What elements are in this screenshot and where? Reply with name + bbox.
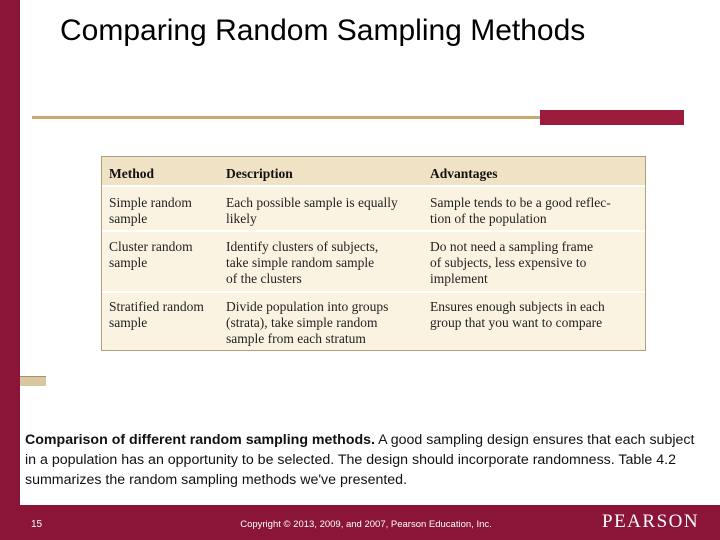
table-cell-description: Identify clusters of subjects, take simple random sample of the clusters [226, 239, 379, 286]
header-description: Description [226, 166, 293, 181]
title-rule-accent [540, 110, 684, 125]
sampling-methods-table [101, 156, 646, 351]
table-cell-description: Each possible sample is equally likely [226, 195, 398, 226]
row-divider [102, 185, 645, 187]
table-cell-method: Stratified random sample [109, 299, 204, 330]
header-advantages: Advantages [430, 166, 498, 181]
slide-caption [25, 430, 705, 490]
copyright-notice: Copyright © 2013, 2009, and 2007, Pearson Education, Inc. [240, 519, 492, 530]
page-number: 15 [31, 519, 43, 530]
title-rule [32, 116, 540, 119]
pearson-logo: PEARSON [602, 511, 700, 532]
table-cell-description: Divide population into groups (strata), take simple random sample from each stratum [226, 299, 389, 346]
table-cell-advantages: Ensures enough subjects in each group that you want to compare [430, 299, 605, 330]
header-method: Method [109, 166, 154, 181]
table-cell-advantages: Sample tends to be a good reflec- tion of the population [430, 195, 611, 226]
left-notch-decoration [20, 377, 46, 386]
row-divider [102, 291, 645, 293]
left-accent-bar [0, 0, 20, 540]
table-cell-method: Simple random sample [109, 195, 192, 226]
slide-title: Comparing Random Sampling Methods [60, 14, 586, 47]
table-cell-advantages: Do not need a sampling frame of subjects, less expensive to implement [430, 239, 594, 286]
caption-body: A good sampling design ensures that each subject in a population has an opportunity to be selected. The design should incorporate randomness. Table 4.2 summarizes the random sampling methods we've presented. [25, 432, 695, 488]
caption-lead: Comparison of different random sampling methods. [25, 432, 375, 448]
table-cell-method: Cluster random sample [109, 239, 193, 270]
row-divider [102, 230, 645, 232]
